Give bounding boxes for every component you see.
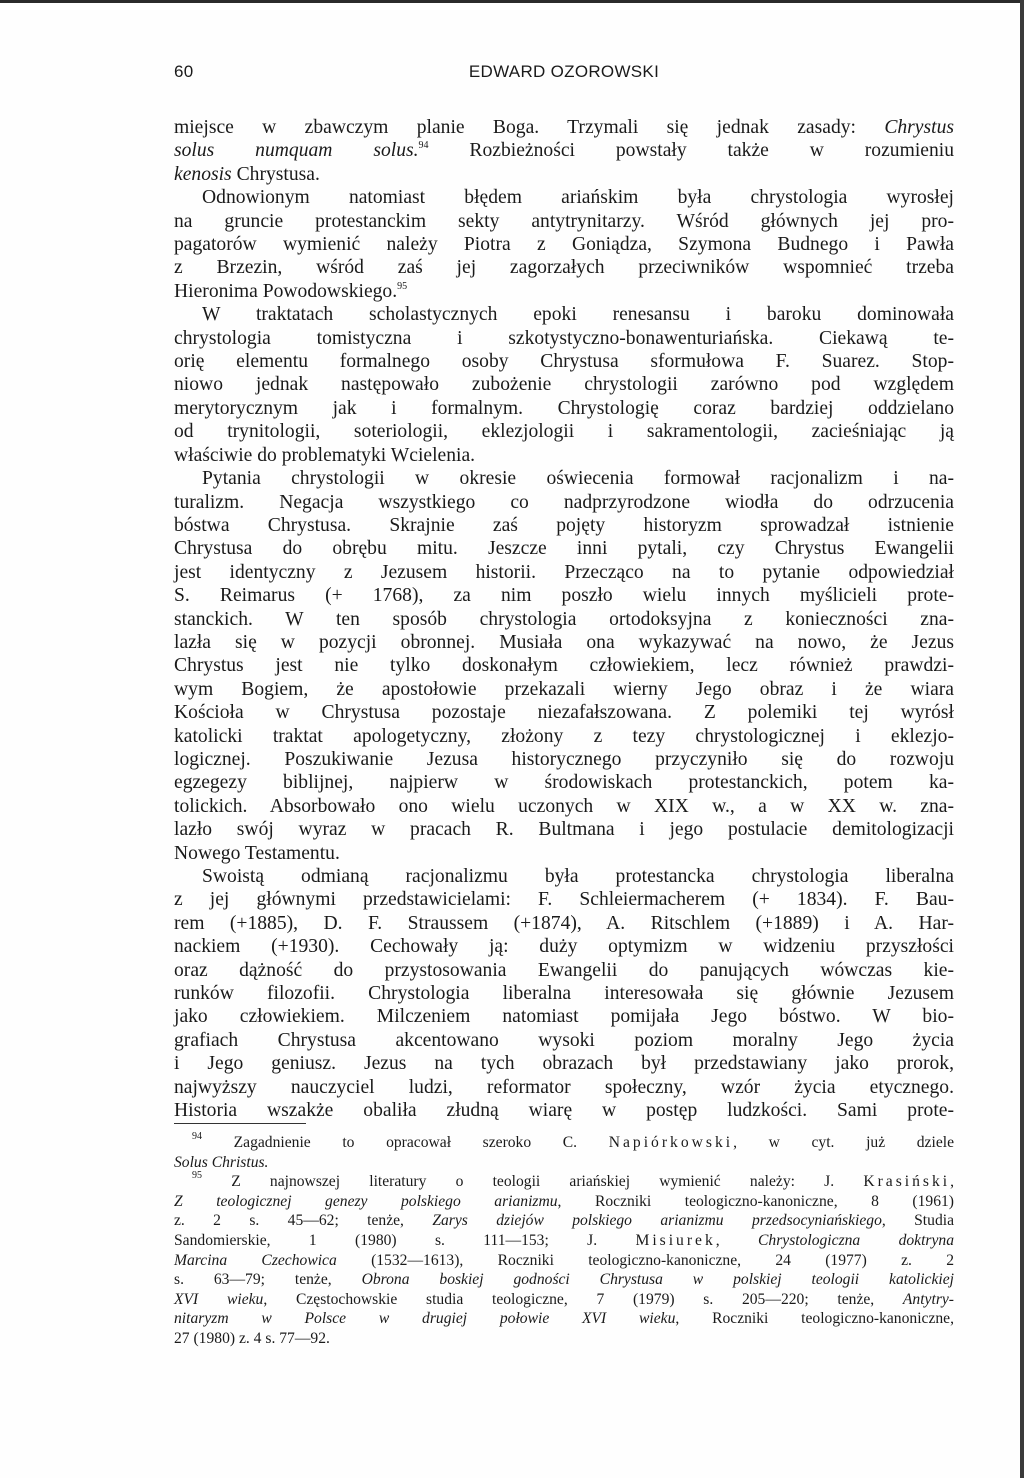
running-head: EDWARD OZOROWSKI — [468, 62, 660, 81]
footnote-94: $^{94}$ Zagadnienie to opracował szeroko C. Napiórkowski, w cyt. już dziele Solus Christus. — [174, 1131, 954, 1171]
paragraph-5: Swoistą odmianą racjonalizmu była protestancka chrystologia liberalna z jej głównymi przedstawicielami: F. Schleiermacherem (+ 1834). F. Bau- rem (+1885), D. F. Straussem (+1874), A. Ritschlem (+1889) i A. Har- nackiem (+1930). Cechowały ją: duży optymizm w widzeniu przyszłości oraz dążność do przystosowania Ewangelii do panujących wówczas kie- runków filozofii. Chrystologia liberalna interesowała się głównie Jezusem jako człowiekiem. Milczeniem natomiast pomijała Jego bóstwo. W bio- grafiach Chrystusa akcentowano wysoki poziom moralny Jego życia i Jego geniusz. Jezus na tych obrazach był przedstawiany jako prorok, najwyższy nauczyciel ludzi, reformator społeczny, wzór życia etycznego. Historia wszakże obaliła złudną wiarę w postęp ludzkości. Sami prote- — [174, 866, 954, 1122]
page-header — [174, 60, 954, 90]
right-page-edge — [1020, 0, 1024, 1478]
paragraph-4: Pytania chrystologii w okresie oświecenia formował racjonalizm i na- turalizm. Negacja wszystkiego co nadprzyrodzone wiodła do odrzucenia bóstwa Chrystusa. Skrajnie zaś pojęty historyzm sprowadzał istnienie Chrystusa do obrębu mitu. Jeszcze inni pytali, czy Chrystus Ewangelii jest identyczny z Jezusem historii. Przecząco na to pytanie odpowiedział S. Reimarus (+ 1768), za nim poszło wielu innych myślicieli prote- stanckich. W ten sposób chrystologia ortodoksyjna z konieczności zna- lazła się w pozycji obronnej. Musiała ona wykazywać na nowo, że Jezus Chrystus jest nie tylko doskonałym człowiekiem, lecz również prawdzi- wym Bogiem, że apostołowie przekazali wierny Jego obraz i że wiara Kościoła w Chrystusa pozostaje niezafałszowana. Z polemiki tej wyrósł katolicki traktat apologetyczny, złożony z tezy chrystologicznej i eklezjo- logicznej. Poszukiwanie Jezusa historycznego przyczyniło się do rozwoju egzegezy biblijnej, najpierw w środowiskach protestanckich, potem ka- tolickich. Absorbowało ono wielu uczonych w XIX w., a w XX w. zna- lazło swój wyraz w pracach R. Bultmana i jego postulacie demitologizacji Nowego Testamentu. — [174, 468, 954, 864]
footnote-separator — [174, 1123, 306, 1124]
footnote-ref-95: 95 — [397, 280, 408, 292]
footnote-ref-94: 94 — [418, 140, 429, 152]
footnote-95: $^{95}$ Z najnowszej literatury o teologii ariańskiej wymienić należy: J. Krasiński, Z teologicznej genezy polskiego arianizmu, Roczniki teologiczno-kanoniczne, 8 (1961) z. 2 s. 45—62; tenże, Zarys dziejów polskiego arianizmu przedsocyniańskiego, Studia Sandomierskie, 1 (1980) s. 111—153; J. Misiurek, Chrystologiczna doktryna Marcina Czechowica (1532—1613), Roczniki teologiczno-kanoniczne, 24 (1977) z. 2 s. 63—79; tenże, Obrona boskiej godności Chrystusa w polskiej teologii katolickiej XVI wieku, Częstochowskie studia teologiczne, 7 (1979) s. 205—220; tenże, Antytry- nitaryzm w Polsce w drugiej połowie XVI wieku, Roczniki teologiczno-kanoniczne, 27 (1980) z. 4 s. 77—92. — [174, 1170, 954, 1347]
body-text — [174, 116, 954, 1122]
page-number: 60 — [174, 62, 194, 81]
paragraph-3: W traktatach scholastycznych epoki renesansu i baroku dominowała chrystologia tomistyczna i szkotystyczno-bonawenturiańska. Ciekawą te- orię elementu formalnego osoby Chrystusa sformułowa F. Suarez. Stop- niowo jednak następowało zubożenie chrystologii zarówno pod względem merytorycznym jak i formalnym. Chrystologię coraz bardziej oddzielano od trynitologii, soteriologii, eklezjologii i sakramentologii, zacieśniając ją właściwie do problematyki Wcielenia. — [174, 304, 954, 466]
footnotes — [174, 1133, 954, 1349]
top-edge-rule — [0, 0, 1024, 3]
paragraph-1: miejsce w zbawczym planie Boga. Trzymali się jednak zasady: Chrystus solus numquam solus.$^{94}$ Rozbieżności powstały także w rozumieniu kenosis Chrystusa. — [174, 117, 955, 185]
paragraph-2: Odnowionym natomiast błędem ariańskim była chrystologia wyrosłej na gruncie protestanckim sekty antytrynitarzy. Wśród głównych jej pro- pagatorów wymienić należy Piotra z Goniądza, Szymona Budnego i Pawła z Brzezin, wśród zaś jej zagorzałych przeciwników wspomnieć trzeba Hieronima Powodowskiego.$^{95}$ — [174, 187, 954, 302]
